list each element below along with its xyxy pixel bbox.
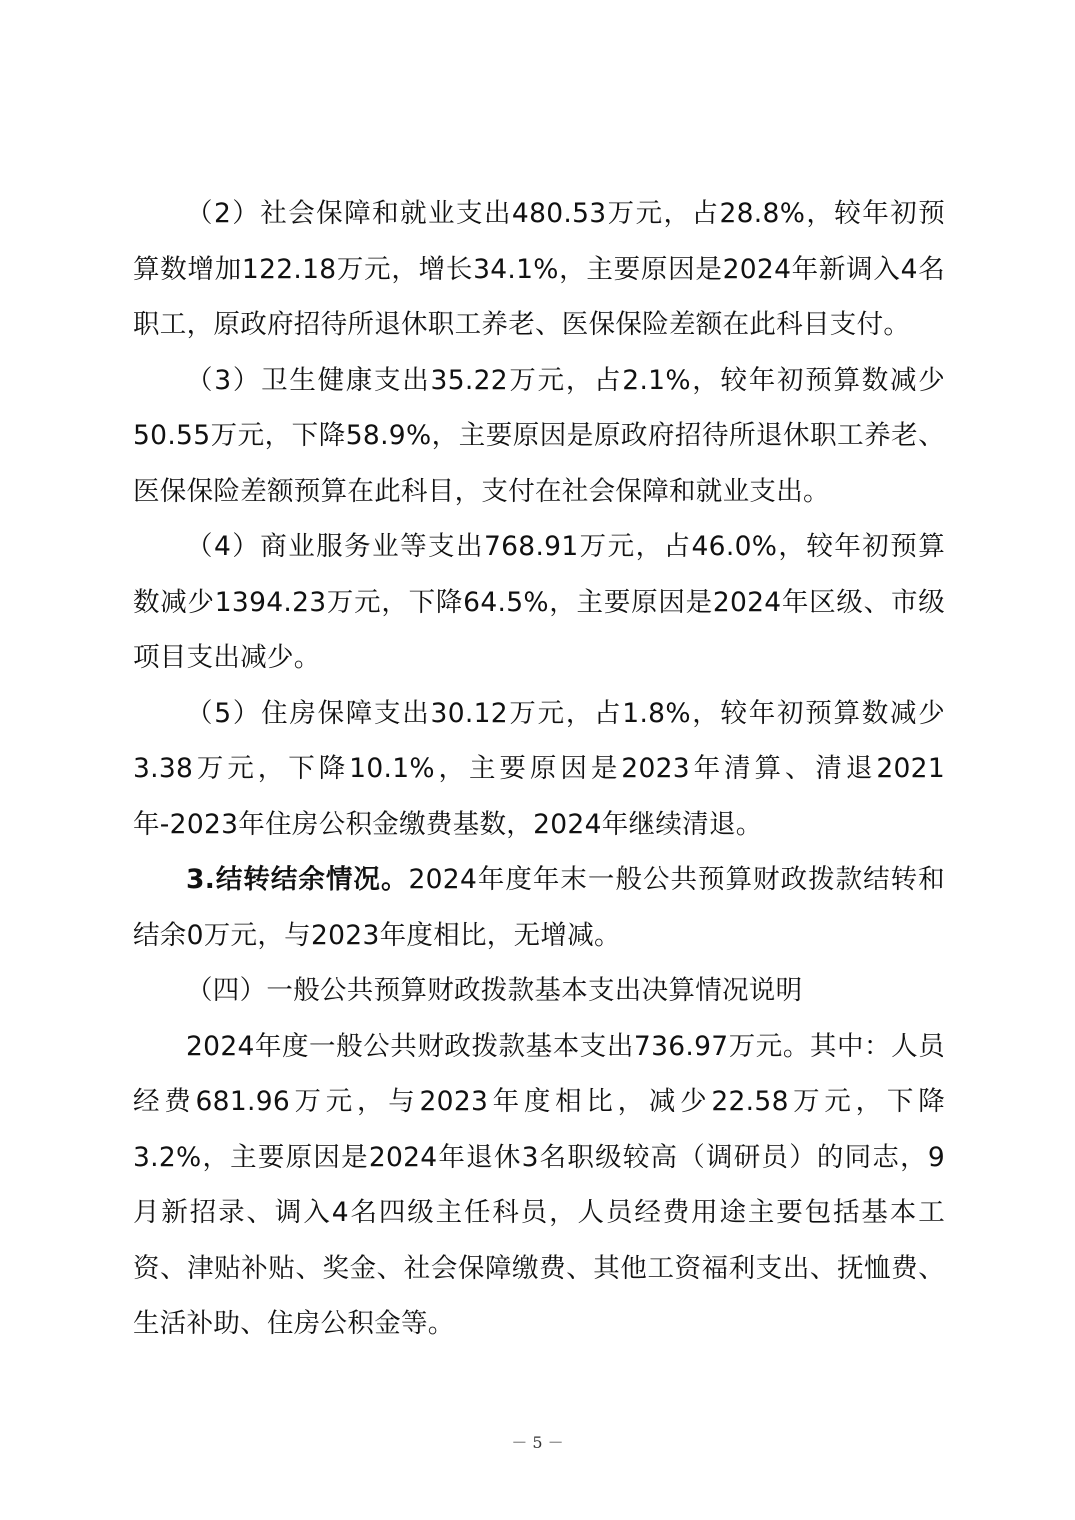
paragraph-health: （3）卫生健康支出35.22万元，占2.1%，较年初预算数减少50.55万元，下降58.9%，主要原因是原政府招待所退休职工养老、医保保险差额预算在此科目，支付在社会保障和就业支出。 <box>133 364 945 507</box>
paragraph-basic-expenditure: 2024年度一般公共财政拨款基本支出736.97万元。其中：人员经费681.96万元，与2023年度相比，减少22.58万元，下降3.2%，主要原因是2024年退休3名职级较高（调研员）的同志，9月新招录、调入4名四级主任科员，人员经费用途主要包括基本工资、津贴补贴、奖金、社会保障缴费、其他工资福利支出、抚恤费、生活补助、住房公积金等。 <box>133 1030 945 1339</box>
paragraph-carryover <box>133 852 945 963</box>
paragraph-housing: （5）住房保障支出30.12万元，占1.8%，较年初预算数减少3.38万元，下降10.1%，主要原因是2023年清算、清退2021年-2023年住房公积金缴费基数，2024年继续清退。 <box>133 697 945 840</box>
carryover-title: 3.结转结余情况。 <box>186 864 409 895</box>
paragraph-social-security: （2）社会保障和就业支出480.53万元，占28.8%，较年初预算数增加122.18万元，增长34.1%，主要原因是2024年新调入4名职工，原政府招待所退休职工养老、医保保险差额在此科目支付。 <box>133 198 945 340</box>
page-number: － 5 － <box>511 1433 564 1452</box>
carryover-text: 2024年度年末一般公共预算财政拨款结转和结余0万元，与2023年度相比，无增减。 <box>133 864 945 951</box>
document-body <box>133 186 945 1352</box>
paragraph-commerce: （4）商业服务业等支出768.91万元，占46.0%，较年初预算数减少1394.23万元，下降64.5%，主要原因是2024年区级、市级项目支出减少。 <box>133 531 945 673</box>
section-heading: （四）一般公共预算财政拨款基本支出决算情况说明 <box>186 975 803 1006</box>
